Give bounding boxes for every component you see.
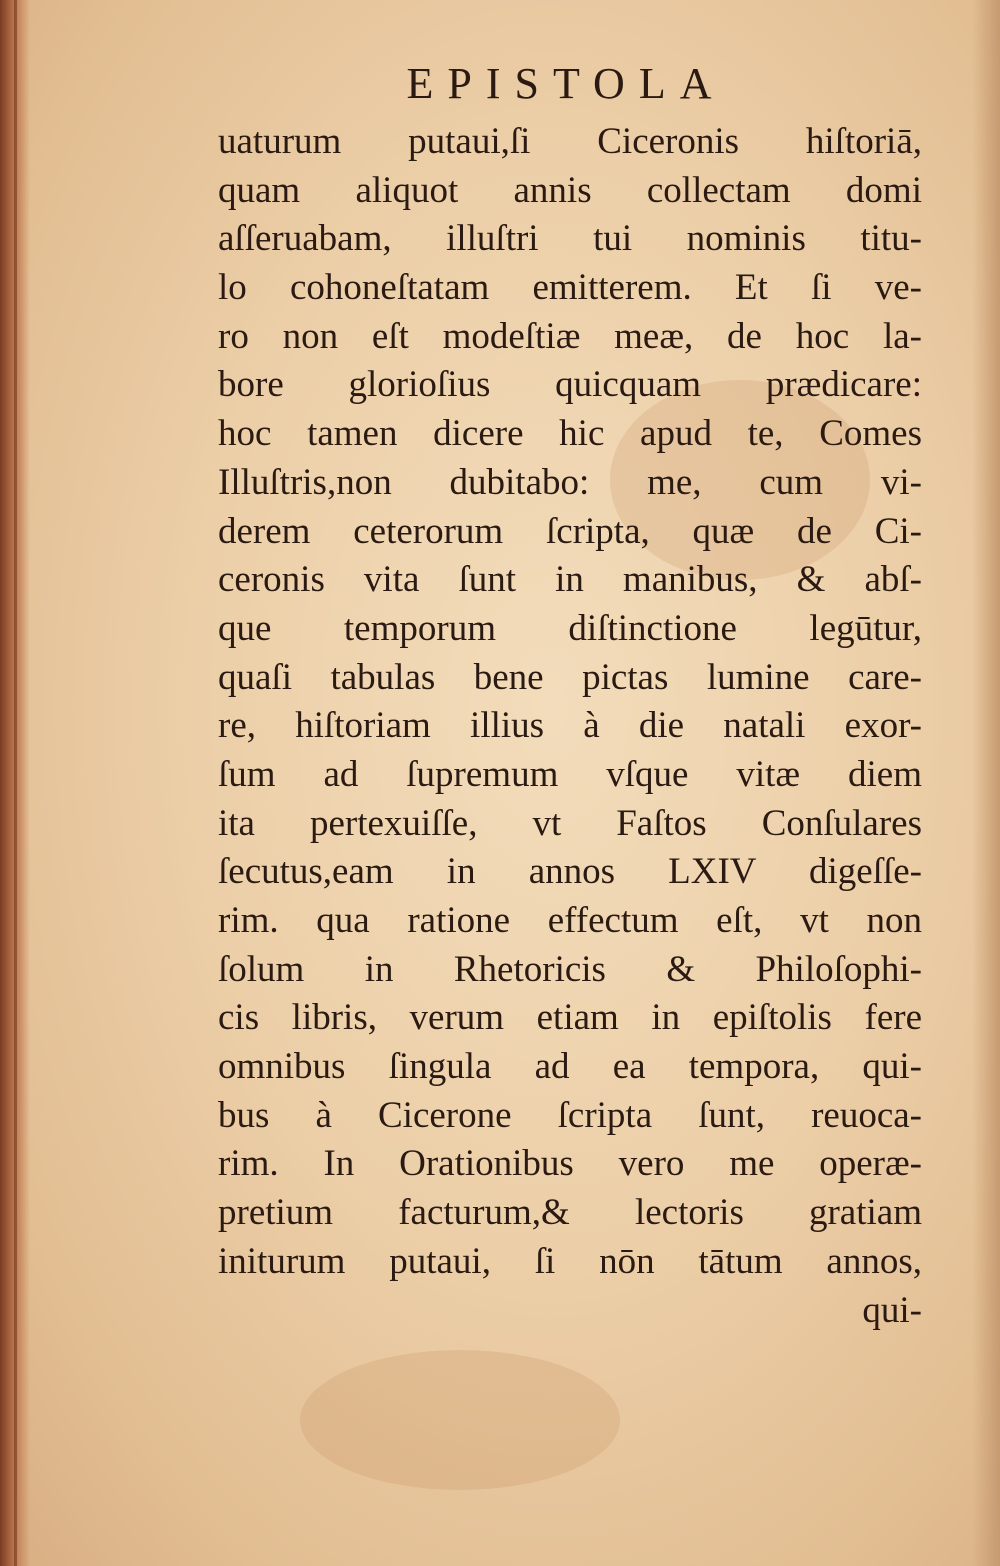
text-line: bore glorioſius quicquam prædicare: xyxy=(218,364,922,406)
text-line: Illuſtris,non dubitabo: me, cum vi- xyxy=(218,461,922,503)
text-line: quaſi tabulas bene pictas lumine care- xyxy=(218,656,922,698)
text-line: ſolum in Rhetoricis & Philoſophi- xyxy=(218,948,922,990)
body-text xyxy=(218,118,922,1335)
text-line: quam aliquot annis collectam domi xyxy=(218,169,922,211)
text-line: ſecutus,eam in annos LXIV digeſſe- xyxy=(218,851,922,893)
text-line: aſſeruabam, illuſtri tui nominis titu- xyxy=(218,218,922,260)
gutter-shadow xyxy=(14,0,17,1566)
text-line: hoc tamen dicere hic apud te, Comes xyxy=(218,413,922,455)
page-edge xyxy=(972,0,1000,1566)
text-line: pretium facturum,& lectoris gratiam xyxy=(218,1192,922,1234)
text-line: lo cohoneſtatam emitterem. Et ſi ve- xyxy=(218,267,922,309)
text-line: uaturum putaui,ſi Ciceronis hiſtoriā, xyxy=(218,121,922,162)
text-line: initurum putaui, ſi nōn tātum annos, xyxy=(218,1240,922,1282)
text-line: ceronis vita ſunt in manibus, & abſ- xyxy=(218,559,922,601)
catchword: qui- xyxy=(862,1289,922,1331)
text-line: que temporum diſtinctione legūtur, xyxy=(218,607,922,649)
text-line: ita pertexuiſſe, vt Faſtos Conſulares xyxy=(218,802,922,844)
text-line: rim. In Orationibus vero me operæ- xyxy=(218,1143,922,1185)
text-line: ro non eſt modeſtiæ meæ, de hoc la- xyxy=(218,315,922,357)
text-line: derem ceterorum ſcripta, quæ de Ci- xyxy=(218,510,922,552)
text-line: omnibus ſingula ad ea tempora, qui- xyxy=(218,1046,922,1088)
text-line: bus à Cicerone ſcripta ſunt, reuoca- xyxy=(218,1094,922,1136)
paper-stain xyxy=(300,1350,620,1490)
text-line: re, hiſtoriam illius à die natali exor- xyxy=(218,705,922,747)
text-line: rim. qua ratione effectum eſt, vt non xyxy=(218,900,922,941)
text-line: cis libris, verum etiam in epiſtolis fere xyxy=(218,997,922,1039)
running-head: EPISTOLA xyxy=(406,59,726,108)
text-line: ſum ad ſupremum vſque vitæ diem xyxy=(218,753,922,795)
